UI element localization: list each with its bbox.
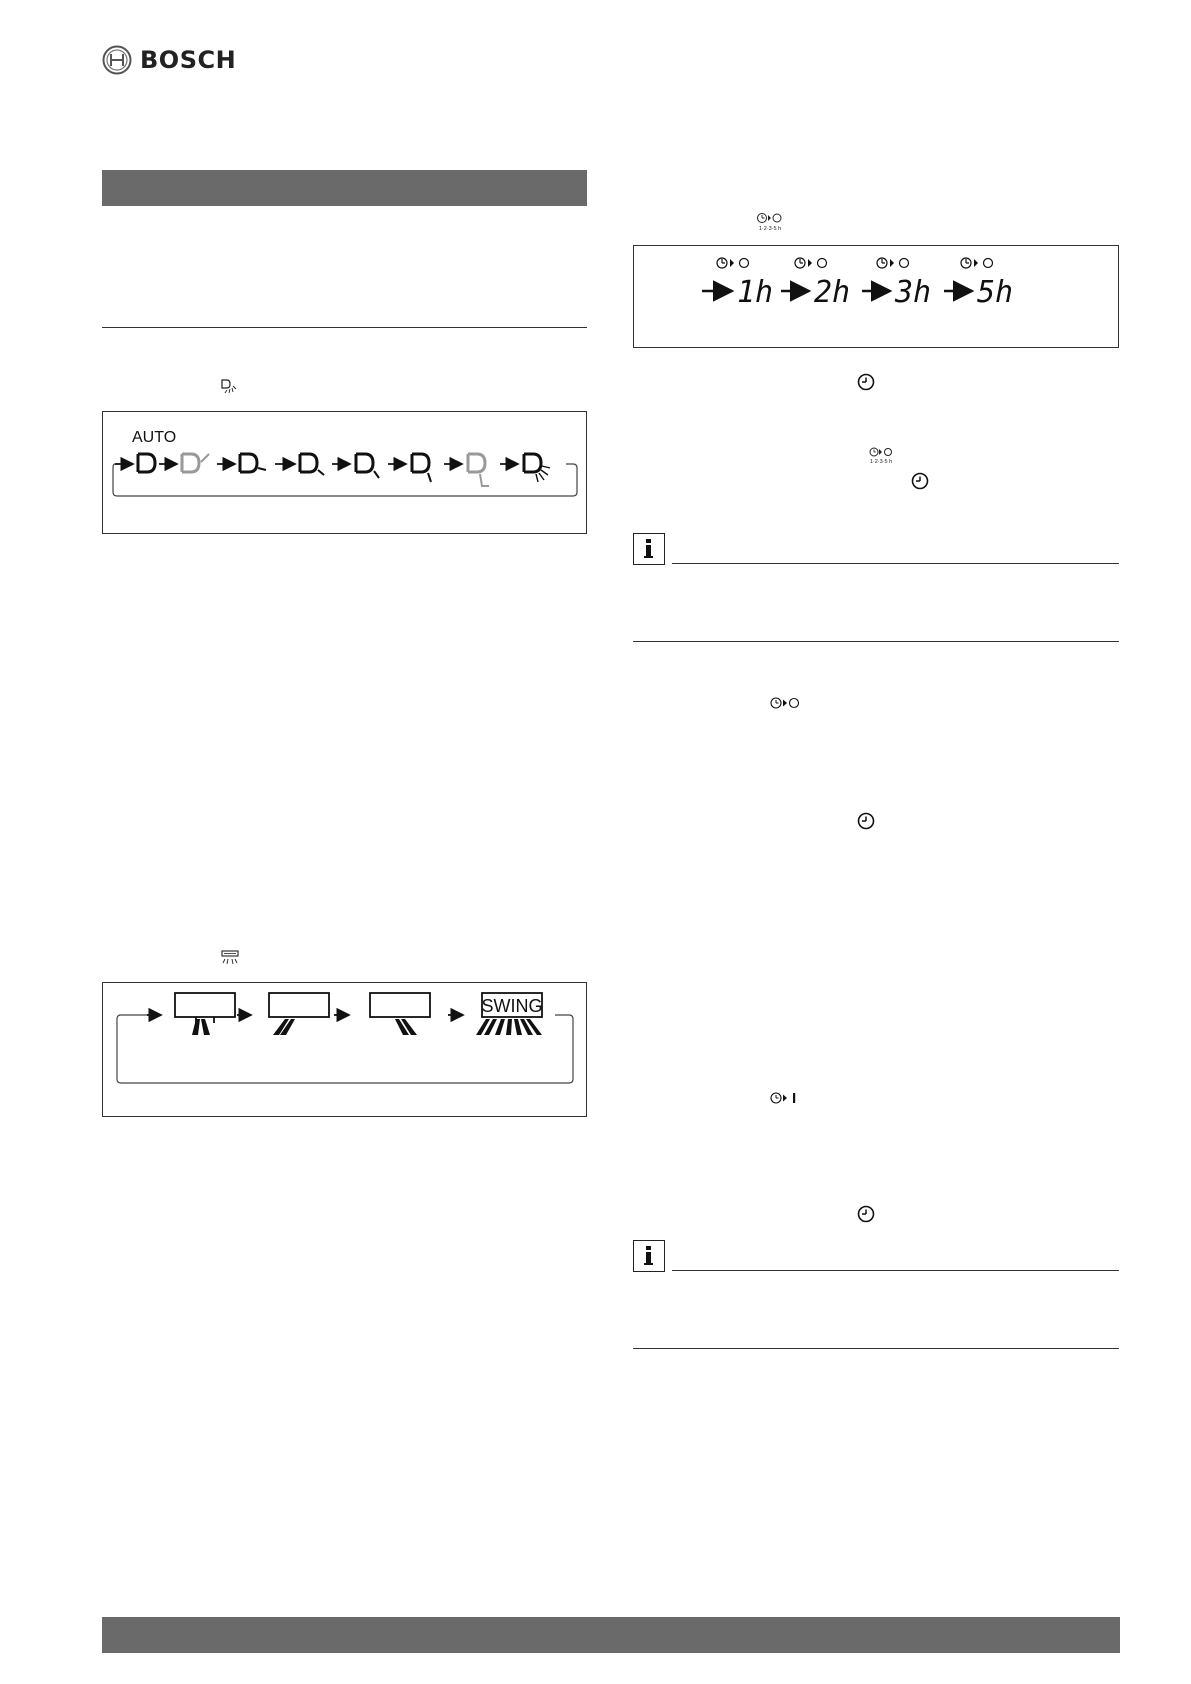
air-direction-sequence [103, 412, 588, 535]
divider [102, 327, 587, 328]
off-timer-diagram [633, 245, 1119, 348]
off-timer-icon [769, 696, 801, 710]
timer-value: 3h [895, 275, 932, 310]
auto-label: AUTO [132, 429, 177, 446]
info-icon [633, 1240, 665, 1272]
divider [633, 641, 1119, 642]
swing-label: SWING [481, 996, 543, 1016]
footer-bar [102, 1617, 1120, 1653]
bosch-armature-icon [102, 45, 132, 75]
timer-value: 5h [977, 275, 1014, 310]
off-timer-sequence [634, 246, 1120, 349]
air-direction-diagram [102, 411, 587, 534]
swing-sequence [103, 983, 588, 1118]
section-heading-bar [102, 170, 587, 206]
info-rule [672, 1270, 1119, 1271]
info-rule [672, 563, 1119, 564]
bosch-logo [102, 44, 236, 76]
clock-icon [857, 1205, 875, 1223]
brand-name: BOSCH [140, 46, 237, 74]
info-icon [633, 533, 665, 565]
clock-icon [857, 373, 875, 391]
on-timer-icon [769, 1091, 801, 1105]
svg-text:1·2·3·5 h: 1·2·3·5 h [758, 226, 782, 232]
off-timer-button-icon [866, 447, 898, 467]
swing-diagram [102, 982, 587, 1117]
divider [633, 1348, 1119, 1349]
timer-value: 2h [814, 275, 851, 310]
air-direction-button-icon [220, 378, 238, 394]
svg-text:1·2·3·5 h: 1·2·3·5 h [869, 459, 893, 465]
off-timer-button-icon [754, 212, 786, 234]
swing-button-icon [220, 950, 240, 966]
clock-icon [857, 812, 875, 830]
clock-icon [911, 472, 929, 490]
timer-value: 1h [737, 275, 774, 310]
